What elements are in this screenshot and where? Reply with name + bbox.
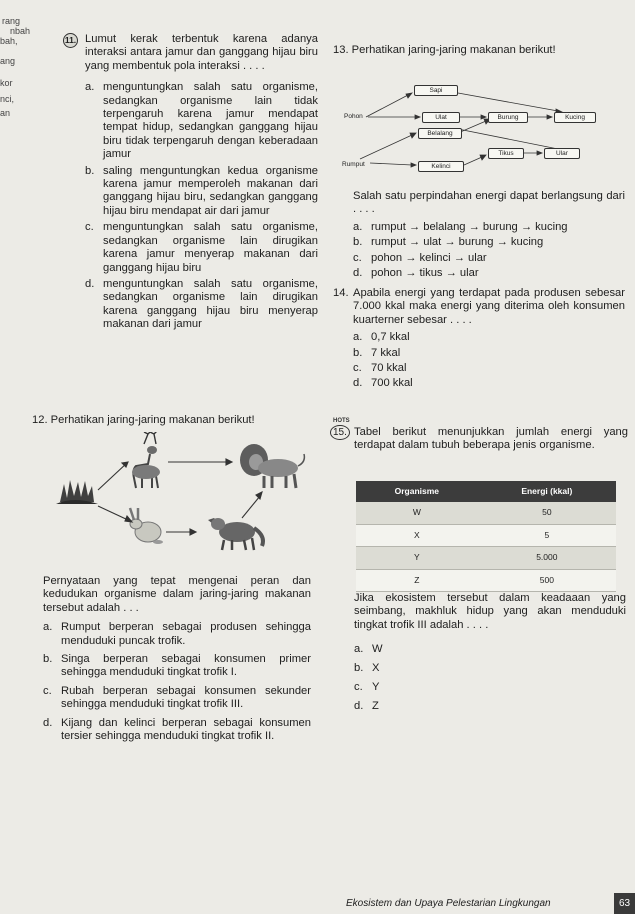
- margin-fragment: an: [0, 108, 11, 118]
- option-text: W: [372, 643, 383, 656]
- node-tikus: Tikus: [488, 148, 524, 159]
- table-header-row: [356, 481, 616, 502]
- table-cell: W: [356, 502, 478, 524]
- option-c[interactable]: [85, 221, 318, 275]
- option-b[interactable]: [85, 165, 318, 219]
- option-letter: c.: [354, 681, 363, 694]
- option-letter: d.: [353, 267, 363, 280]
- option-letter: a.: [353, 331, 363, 344]
- table-cell: Y: [356, 547, 478, 569]
- diagram-arrows: [338, 85, 628, 180]
- option-text: 0,7 kkal: [371, 331, 410, 344]
- node-sapi: Sapi: [414, 85, 458, 96]
- question-13: [333, 44, 623, 57]
- option-text: 7 kkal: [371, 346, 401, 359]
- option-text: rumput → ulat → burung → kucing: [371, 236, 544, 249]
- rabbit-icon: [130, 508, 163, 544]
- table-row: [356, 547, 616, 569]
- question-13-body: [353, 190, 625, 280]
- option-a[interactable]: [354, 640, 626, 659]
- options-list: [333, 331, 625, 391]
- question-12-body: [43, 575, 311, 743]
- option-a[interactable]: [353, 331, 625, 344]
- option-letter: b.: [85, 164, 95, 177]
- node-ular: Ular: [544, 148, 580, 159]
- option-letter: a.: [353, 220, 363, 233]
- option-text: Z: [372, 700, 379, 713]
- table-cell: 5.000: [478, 547, 616, 569]
- energy-table: [356, 481, 616, 592]
- options-list: [354, 640, 626, 716]
- option-letter: d.: [354, 700, 364, 713]
- option-text: 700 kkal: [371, 377, 413, 390]
- option-text: menguntungkan salah satu organisme, sedangkan organisme lain tidak terpengaruh karena jamur mendapat tempat hidup, sedangkan ganggang hijau biru tidak terpengaruh dengan keberadaan jamur: [103, 81, 318, 161]
- option-letter: d.: [353, 377, 363, 390]
- node-ulat: Ulat: [422, 112, 460, 123]
- options-list: [353, 221, 625, 281]
- question-stem: Lumut kerak terbentuk karena adanya interaksi antara jamur dan ganggang hijau biru yang membentuk pola interaksi . . . .: [85, 33, 318, 72]
- option-b[interactable]: [43, 653, 311, 680]
- option-text: menguntungkan salah satu organisme, sedangkan organisme lain dirugikan karena ganggang hijau biru menyerap makanan dari jamur: [103, 277, 318, 331]
- options-list: [63, 81, 318, 331]
- option-a[interactable]: [85, 81, 318, 161]
- option-letter: c.: [353, 251, 362, 264]
- option-d[interactable]: [43, 717, 311, 744]
- footer-title: Ekosistem dan Upaya Pelestarian Lingkungan: [346, 898, 551, 909]
- option-c[interactable]: [354, 678, 626, 697]
- option-b[interactable]: [353, 347, 625, 360]
- option-letter: b.: [43, 653, 53, 666]
- options-list: [43, 621, 311, 743]
- option-c[interactable]: [43, 685, 311, 712]
- option-a[interactable]: [353, 221, 625, 234]
- option-text: Y: [372, 681, 380, 694]
- option-a[interactable]: [43, 621, 311, 648]
- table-cell: Z: [356, 569, 478, 591]
- question-text: Pernyataan yang tepat mengenai peran dan kedudukan organisme dalam jaring-jaring makanan tersebut adalah . . .: [43, 575, 311, 614]
- deer-icon: [132, 432, 160, 488]
- option-letter: b.: [353, 236, 363, 249]
- option-d[interactable]: [353, 377, 625, 390]
- food-web-illustration: [52, 432, 307, 564]
- question-stem: Perhatikan jaring-jaring makanan berikut!: [351, 44, 556, 56]
- node-pohon: Pohon: [344, 113, 363, 120]
- option-letter: d.: [85, 277, 95, 290]
- margin-fragment: rang: [2, 16, 21, 26]
- question-11: [63, 33, 318, 332]
- question-stem: Apabila energi yang terdapat pada produsen sebesar 7.000 kkal maka energi yang diterima oleh konsumen kuarterner sebesar . . . .: [353, 287, 625, 326]
- option-b[interactable]: [354, 659, 626, 678]
- question-stem: Tabel berikut menunjukkan jumlah energi yang terdapat dalam tubuh beberapa jenis organisme.: [354, 426, 628, 452]
- question-number: 12.: [32, 414, 48, 426]
- option-d[interactable]: [354, 697, 626, 716]
- table-row: [356, 502, 616, 524]
- table-cell: 500: [478, 569, 616, 591]
- option-text: Singa berperan sebagai konsumen primer sehingga menduduki tingkat trofik I.: [61, 653, 311, 679]
- margin-fragment: ang: [0, 56, 16, 66]
- option-c[interactable]: [353, 252, 625, 265]
- node-burung: Burung: [488, 112, 528, 123]
- question-number: 13.: [333, 44, 349, 56]
- option-letter: d.: [43, 716, 53, 729]
- option-text: Rubah berperan sebagai konsumen sekunder sehingga menduduki tingkat trofik III.: [61, 684, 311, 711]
- hots-badge: HOTS: [333, 418, 350, 424]
- option-d[interactable]: [85, 278, 318, 332]
- option-letter: c.: [85, 221, 94, 234]
- question-number: 14.: [333, 287, 349, 299]
- question-stem: Perhatikan jaring-jaring makanan berikut!: [50, 414, 255, 426]
- question-number: 15.: [330, 425, 350, 440]
- option-letter: a.: [85, 81, 95, 94]
- question-12: [32, 414, 332, 427]
- option-d[interactable]: [353, 267, 625, 280]
- lion-icon: [240, 444, 304, 488]
- option-letter: a.: [43, 621, 53, 634]
- option-letter: a.: [354, 643, 364, 656]
- table-cell: 5: [478, 524, 616, 546]
- node-kucing: Kucing: [554, 112, 596, 123]
- table-header: Energi (kkal): [478, 481, 616, 502]
- table-row: [356, 569, 616, 591]
- option-b[interactable]: [353, 236, 625, 249]
- option-text: Rumput berperan sebagai produsen sehingga menduduki puncak trofik.: [61, 621, 311, 647]
- margin-fragment: nci,: [0, 94, 15, 104]
- node-kelinci: Kelinci: [418, 161, 464, 172]
- question-text: Salah satu perpindahan energi dapat berlangsung dari . . . .: [353, 190, 625, 216]
- option-text: saling menguntungkan kedua organisme karena jamur memperoleh makanan dari ganggang hijau biru, sedangkan ganggang hijau biru mendapat air dari jamur: [103, 164, 318, 217]
- option-text: pohon → tikus → ular: [371, 267, 479, 280]
- node-belalang: Belalang: [418, 128, 462, 139]
- margin-fragment: bah,: [0, 36, 18, 46]
- option-text: pohon → kelinci → ular: [371, 251, 487, 264]
- option-text: X: [372, 662, 380, 675]
- page-number: 63: [614, 893, 635, 914]
- option-text: Kijang dan kelinci berperan sebagai konsumen tersier sehingga menduduki tingkat trofik II.: [61, 716, 311, 743]
- option-letter: b.: [353, 346, 363, 359]
- question-number: 11.: [63, 33, 78, 48]
- margin-fragments: [0, 16, 30, 118]
- table-row: [356, 524, 616, 546]
- node-rumput: Rumput: [342, 161, 365, 168]
- grass-icon: [56, 480, 98, 504]
- table-header: Organisme: [356, 481, 478, 502]
- option-letter: b.: [354, 662, 364, 675]
- margin-fragment: nbah: [10, 26, 31, 36]
- option-text: 70 kkal: [371, 362, 407, 375]
- option-text: rumput → belalang → burung → kucing: [371, 220, 568, 233]
- question-text: Jika ekosistem tersebut dalam keadaaan yang seimbang, makhluk hidup yang akan menduduki tingkat trofik III adalah . . . .: [354, 592, 626, 631]
- question-15-body: [354, 592, 626, 716]
- option-text: menguntungkan salah satu organisme, sedangkan organisme lain dirugikan karena jamur menyerap makanan dari ganggang hijau biru: [103, 221, 318, 274]
- option-letter: c.: [353, 362, 362, 375]
- margin-fragment: kor: [0, 78, 13, 88]
- table-cell: 50: [478, 502, 616, 524]
- fox-icon: [208, 518, 263, 550]
- food-web-diagram: [338, 85, 628, 180]
- question-15: [330, 426, 628, 453]
- option-letter: c.: [43, 684, 52, 697]
- table-cell: X: [356, 524, 478, 546]
- question-14: [333, 287, 625, 391]
- option-c[interactable]: [353, 362, 625, 375]
